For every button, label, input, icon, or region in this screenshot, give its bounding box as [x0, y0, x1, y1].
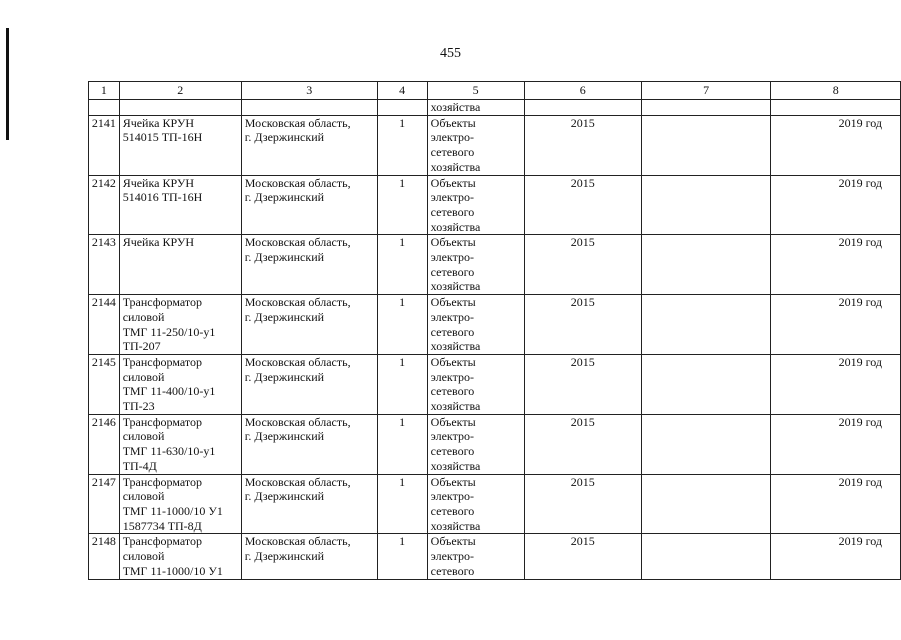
item-name-cell — [119, 534, 241, 579]
year: 2015 — [570, 474, 595, 489]
header-row — [89, 82, 901, 100]
header-cell: 5 — [427, 82, 524, 100]
table-row — [89, 295, 901, 355]
column-7-cell — [641, 354, 770, 414]
table-row — [89, 115, 901, 175]
year: 2015 — [570, 235, 595, 250]
column-7-cell — [641, 534, 770, 579]
year-cell — [524, 115, 641, 175]
object-type: Объекты электро- сетевого хозяйства — [430, 235, 481, 294]
table-cell — [524, 100, 641, 116]
year: 2015 — [570, 175, 595, 190]
row-number-cell — [89, 175, 120, 235]
continuation-row — [89, 100, 901, 116]
year: 2015 — [570, 354, 595, 369]
location: Московская область, г. Дзержинский — [244, 534, 351, 564]
row-number: 2141 — [91, 115, 116, 130]
row-number: 2142 — [91, 175, 116, 190]
header-cell: 3 — [241, 82, 377, 100]
row-number-cell — [89, 354, 120, 414]
deadline: 2019 год — [838, 414, 882, 429]
quantity: 1 — [399, 235, 406, 250]
column-7-cell — [641, 175, 770, 235]
deadline: 2019 год — [838, 474, 882, 489]
header-cell: 4 — [377, 82, 427, 100]
row-number: 2146 — [91, 414, 116, 429]
location-cell — [241, 175, 377, 235]
year: 2015 — [570, 295, 595, 310]
quantity-cell — [377, 295, 427, 355]
location: Московская область, г. Дзержинский — [244, 235, 351, 265]
object-type-cell — [427, 235, 524, 295]
object-type: Объекты электро- сетевого хозяйства — [430, 474, 481, 533]
object-type: Объекты электро- сетевого хозяйства — [430, 354, 481, 414]
deadline: 2019 год — [838, 235, 882, 250]
quantity-cell — [377, 175, 427, 235]
row-number-cell — [89, 534, 120, 579]
item-name-cell — [119, 295, 241, 355]
deadline-cell — [771, 534, 901, 579]
location-cell — [241, 354, 377, 414]
item-name: Трансформатор силовой ТМГ 11-1000/10 У1 — [122, 534, 223, 578]
deadline-cell — [771, 175, 901, 235]
deadline-cell — [771, 474, 901, 534]
item-name: Трансформатор силовой ТМГ 11-400/10-у1 ТП-23 — [122, 354, 216, 414]
location: Московская область, г. Дзержинский — [244, 354, 351, 384]
column-7-cell — [641, 115, 770, 175]
location-cell — [241, 235, 377, 295]
deadline-cell — [771, 354, 901, 414]
location-cell — [241, 115, 377, 175]
object-type-cell — [427, 474, 524, 534]
header-cell: 8 — [771, 82, 901, 100]
header-cell: 1 — [89, 82, 120, 100]
item-name: Трансформатор силовой ТМГ 11-250/10-у1 ТП-207 — [122, 295, 216, 354]
year-cell — [524, 534, 641, 579]
table-cell — [771, 100, 901, 116]
table-cell — [89, 100, 120, 116]
row-number-cell — [89, 414, 120, 474]
table-row — [89, 534, 901, 579]
object-type: Объекты электро- сетевого хозяйства — [430, 175, 481, 234]
column-7-cell — [641, 235, 770, 295]
item-name-cell — [119, 354, 241, 414]
table-row — [89, 414, 901, 474]
item-name: Трансформатор силовой ТМГ 11-630/10-у1 ТП-4Д — [122, 414, 216, 473]
quantity-cell — [377, 534, 427, 579]
location: Московская область, г. Дзержинский — [244, 295, 351, 324]
header-cell: 2 — [119, 82, 241, 100]
item-name: Трансформатор силовой ТМГ 11-1000/10 У1 1587734 ТП-8Д — [122, 474, 223, 533]
year-cell — [524, 354, 641, 414]
location-cell — [241, 474, 377, 534]
quantity-cell — [377, 414, 427, 474]
row-number: 2144 — [91, 295, 116, 310]
item-name: Ячейка КРУН — [122, 235, 194, 250]
column-7-cell — [641, 295, 770, 355]
item-name: Ячейка КРУН 514015 ТП-16Н — [122, 115, 203, 145]
item-name-cell — [119, 414, 241, 474]
object-type-cell — [427, 175, 524, 235]
deadline: 2019 год — [838, 295, 882, 310]
document-table — [88, 81, 901, 580]
left-margin-mark — [6, 28, 9, 140]
row-number: 2143 — [91, 235, 116, 250]
table-row — [89, 175, 901, 235]
object-type-cell — [427, 534, 524, 579]
quantity: 1 — [399, 354, 406, 369]
table-cell — [377, 100, 427, 116]
deadline: 2019 год — [838, 175, 882, 190]
object-type: Объекты электро- сетевого хозяйства — [430, 295, 481, 354]
row-number: 2147 — [91, 474, 116, 489]
deadline-cell — [771, 115, 901, 175]
deadline: 2019 год — [838, 115, 882, 130]
item-name: Ячейка КРУН 514016 ТП-16Н — [122, 175, 203, 205]
object-type: Объекты электро- сетевого — [430, 534, 476, 578]
page-number: 455 — [440, 46, 461, 61]
location: Московская область, г. Дзержинский — [244, 474, 351, 504]
column-7-cell — [641, 414, 770, 474]
item-name-cell — [119, 115, 241, 175]
object-type: Объекты электро- сетевого хозяйства — [430, 115, 481, 174]
table-cell — [241, 100, 377, 116]
table-cell — [119, 100, 241, 116]
object-type: Объекты электро- сетевого хозяйства — [430, 414, 481, 473]
object-type-cell — [427, 414, 524, 474]
deadline: 2019 год — [838, 534, 882, 549]
year-cell — [524, 175, 641, 235]
year: 2015 — [570, 534, 595, 549]
deadline-cell — [771, 235, 901, 295]
quantity-cell — [377, 235, 427, 295]
column-7-cell — [641, 474, 770, 534]
location: Московская область, г. Дзержинский — [244, 115, 351, 145]
year-cell — [524, 295, 641, 355]
item-name-cell — [119, 474, 241, 534]
item-name-cell — [119, 235, 241, 295]
year: 2015 — [570, 115, 595, 130]
quantity: 1 — [399, 115, 406, 130]
table-row — [89, 235, 901, 295]
year-cell — [524, 235, 641, 295]
row-number: 2145 — [91, 354, 116, 369]
quantity-cell — [377, 354, 427, 414]
row-number-cell — [89, 235, 120, 295]
table-row — [89, 474, 901, 534]
deadline-cell — [771, 295, 901, 355]
year: 2015 — [570, 414, 595, 429]
item-name-cell — [119, 175, 241, 235]
table-row — [89, 354, 901, 414]
location: Московская область, г. Дзержинский — [244, 414, 351, 444]
quantity: 1 — [399, 175, 406, 190]
year-cell — [524, 414, 641, 474]
row-number-cell — [89, 295, 120, 355]
deadline: 2019 год — [838, 354, 882, 369]
object-type-cell — [427, 115, 524, 175]
object-type-cell — [427, 295, 524, 355]
header-cell: 6 — [524, 82, 641, 100]
quantity: 1 — [399, 414, 406, 429]
location-cell — [241, 295, 377, 355]
table-cell: хозяйства — [427, 100, 524, 116]
quantity-cell — [377, 115, 427, 175]
year-cell — [524, 474, 641, 534]
row-number-cell — [89, 474, 120, 534]
row-number-cell — [89, 115, 120, 175]
location-cell — [241, 414, 377, 474]
quantity: 1 — [399, 295, 406, 310]
table-cell — [641, 100, 770, 116]
quantity-cell — [377, 474, 427, 534]
location: Московская область, г. Дзержинский — [244, 175, 351, 205]
object-type-cell — [427, 354, 524, 414]
location-cell — [241, 534, 377, 579]
quantity: 1 — [399, 474, 406, 489]
quantity: 1 — [399, 534, 406, 549]
header-cell: 7 — [641, 82, 770, 100]
deadline-cell — [771, 414, 901, 474]
row-number: 2148 — [91, 534, 116, 549]
